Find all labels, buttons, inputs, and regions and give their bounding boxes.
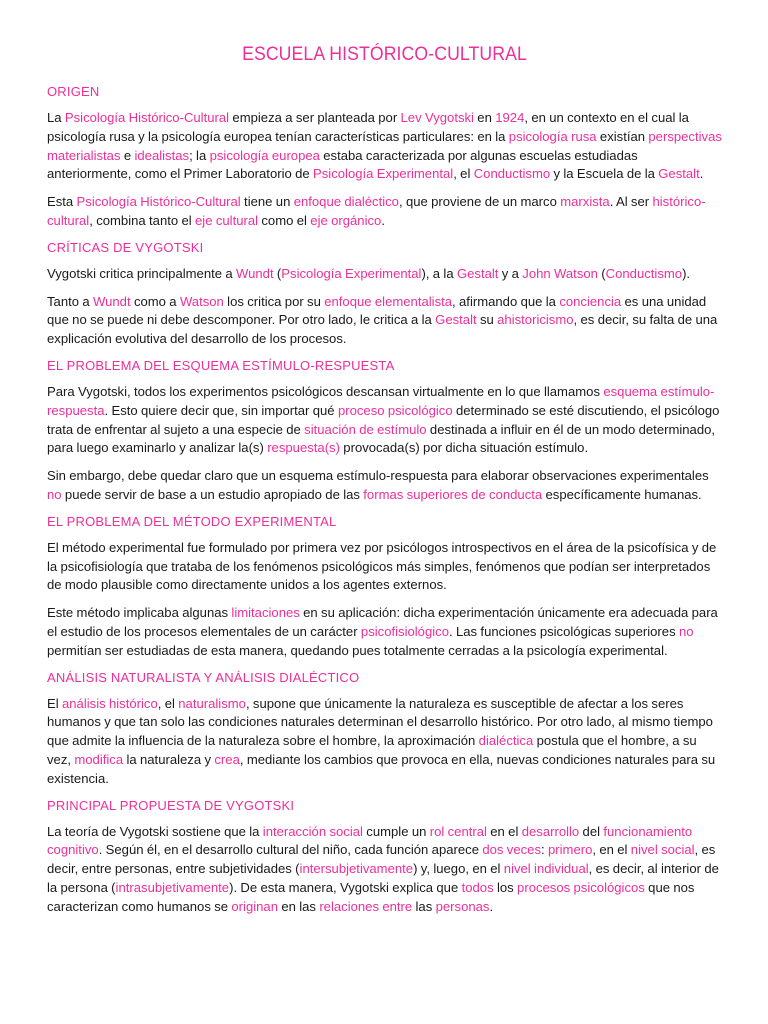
highlighted-term: psicología europea [209, 147, 320, 163]
text-run: y la Escuela de la [550, 166, 659, 182]
text-run: ) y, luego, en el [413, 861, 504, 877]
text-run: . Según él, en el desarrollo cultural del niño, cada función aparece [98, 842, 483, 858]
section-heading: ORIGEN [47, 84, 100, 99]
text-run: , es decir, al interior de la persona ( [47, 861, 719, 895]
text-run: la naturaleza y [123, 751, 215, 767]
highlighted-term: Wundt [235, 265, 274, 281]
text-run: ). [682, 265, 691, 281]
paragraph [47, 467, 722, 505]
highlighted-term: Psicología Experimental [281, 265, 422, 281]
text-run: , en el [592, 842, 631, 858]
paragraph [47, 383, 722, 458]
highlighted-term: ahistoricismo [497, 312, 574, 328]
text-run: empieza a ser planteada por [229, 110, 401, 125]
section [47, 84, 722, 231]
highlighted-term: análisis histórico [61, 695, 158, 711]
highlighted-term: intersubjetivamente [299, 861, 414, 877]
text-run: e [120, 147, 135, 163]
highlighted-term: psicofisiológico [360, 623, 449, 639]
text-run: El método experimental fue formulado por primera vez por psicólogos introspectivos en el área de la psicofísica y de la psicofisiología que trataba de los fenómenos psicológicos más simples, fenómenos que podían ser interpretados de modo plausible como directamente unidos a los agentes externos. [47, 539, 717, 593]
text-run: , combina tanto el [89, 212, 196, 228]
highlighted-term: originan [231, 898, 278, 914]
text-run: estaba caracterizada por algunas escuelas estudiadas anteriormente, como el Primer Laboratorio de [47, 147, 638, 182]
highlighted-term: dialéctica [478, 733, 534, 749]
section-heading: ANÁLISIS NATURALISTA Y ANÁLISIS DIALÉCTICO [47, 669, 360, 685]
text-run: postula que el hombre, a su vez, [47, 733, 697, 767]
text-run: permitían ser estudiadas de esta manera, quedando pues totalmente cerradas a la psicología experimental. [47, 642, 668, 658]
text-run: en su aplicación: dicha experimentación únicamente era adecuada para el estudio de los procesos elementales de un carácter [47, 605, 718, 639]
text-run: Tanto a [47, 293, 93, 309]
highlighted-term: nivel individual [503, 861, 589, 877]
paragraph [47, 109, 722, 184]
text-run: . Al ser [609, 194, 653, 210]
text-run: Vygotski critica principalmente a [47, 265, 236, 281]
highlighted-term: eje orgánico [310, 212, 382, 228]
highlighted-term: histórico-cultural [47, 194, 706, 228]
highlighted-term: proceso psicológico [337, 402, 453, 418]
text-run: ( [597, 265, 606, 281]
highlighted-term: esquema estímulo-respuesta [47, 383, 715, 418]
highlighted-term: rol central [429, 823, 487, 839]
highlighted-term: relaciones entre [319, 898, 413, 914]
section-heading: EL PROBLEMA DEL MÉTODO EXPERIMENTAL [47, 513, 337, 529]
text-run: en el [486, 823, 522, 839]
highlighted-term: Wundt [93, 293, 131, 309]
paragraph [47, 293, 722, 349]
document-body [47, 84, 722, 917]
text-run: . Esto quiere decir que, sin importar qué [104, 402, 338, 418]
paragraph [47, 193, 722, 231]
paragraph [47, 604, 722, 660]
highlighted-term: dos veces [482, 842, 541, 858]
highlighted-term: todos [461, 879, 494, 895]
text-run: provocada(s) por dicha situación estímulo. [339, 440, 589, 456]
text-run: como a [130, 293, 180, 309]
document-title: ESCUELA HISTÓRICO-CULTURAL [242, 44, 527, 65]
section [47, 240, 722, 349]
text-run: , el [453, 166, 474, 182]
paragraph [47, 823, 722, 917]
section [47, 358, 722, 505]
text-run: en [473, 110, 496, 125]
highlighted-term: formas superiores de conducta [363, 486, 543, 502]
highlighted-term: eje cultural [195, 212, 259, 228]
section [47, 514, 722, 661]
text-run: Sin embargo, debe quedar claro que un esquema estímulo-respuesta para elaborar observaciones experimentales [47, 468, 709, 484]
highlighted-term: Conductismo [605, 265, 683, 281]
highlighted-term: modifica [74, 751, 124, 767]
text-run: , el [157, 695, 179, 711]
highlighted-term: naturalismo [178, 695, 246, 711]
highlighted-term: no [678, 623, 694, 639]
highlighted-term: Psicología Histórico-Cultural [64, 110, 230, 125]
text-run: , es decir, su falta de una explicación evolutiva del desarrollo de los procesos. [47, 312, 718, 347]
text-run: La [47, 110, 65, 125]
highlighted-term: respuesta(s) [267, 440, 340, 456]
text-run: su [476, 312, 498, 328]
text-run: determinado se esté discutiendo, el psicólogo trata de enfrentar al sujeto a una especie de [47, 402, 720, 437]
text-run: destinada a influir en él de un modo determinado, para luego examinarlo y analizar la(s) [47, 421, 716, 456]
text-run: . [381, 212, 385, 228]
text-run: , supone que únicamente la naturaleza es susceptible de afectar a los seres humanos y que tan solo las condiciones naturales determinan el desarrollo histórico. Por otro lado, al mismo tiempo que admite la influencia de la naturaleza sobre el hombre, la aproximación [47, 695, 713, 749]
section-heading: CRÍTICAS DE VYGOTSKI [47, 239, 204, 255]
section-heading: PRINCIPAL PROPUESTA DE VYGOTSKI [47, 797, 295, 813]
highlighted-term: enfoque dialéctico [293, 194, 399, 210]
highlighted-term: Psicología Histórico-Cultural [76, 194, 241, 210]
highlighted-term: marxista [560, 194, 610, 210]
text-run: Este método implicaba algunas [47, 605, 232, 621]
text-run: Esta [47, 194, 77, 210]
highlighted-term: Gestalt [456, 265, 499, 281]
highlighted-term: idealistas [134, 147, 190, 163]
text-run: , mediante los cambios que provoca en ella, nuevas condiciones naturales para su existencia. [47, 751, 716, 786]
text-run: es una unidad que no se puede ni debe descomponer. Por otro lado, le critica a la [47, 293, 707, 328]
text-run: como el [258, 212, 311, 228]
text-run: : [541, 842, 548, 858]
highlighted-term: Psicología Experimental [313, 166, 454, 182]
text-run: del [579, 823, 604, 839]
highlighted-term: no [47, 486, 62, 502]
section [47, 798, 722, 917]
text-run: existían [596, 128, 649, 144]
highlighted-term: perspectivas materialistas [47, 128, 722, 163]
text-run: . [699, 166, 704, 182]
highlighted-term: Gestalt [658, 166, 700, 182]
text-run: , es decir, entre personas, entre subjetividades ( [47, 842, 716, 877]
highlighted-term: Gestalt [435, 312, 477, 328]
text-run: tiene un [240, 194, 294, 210]
text-run: y a [498, 265, 523, 281]
text-run: los critica por su [223, 293, 325, 309]
paragraph [47, 539, 722, 595]
text-run: . Las funciones psicológicas superiores [449, 623, 679, 639]
text-run: puede servir de base a un estudio apropiado de las [61, 486, 364, 502]
highlighted-term: limitaciones [231, 605, 300, 621]
text-run: en las [277, 898, 320, 914]
highlighted-term: conciencia [559, 293, 622, 309]
highlighted-term: John Watson [522, 265, 598, 281]
section-heading: EL PROBLEMA DEL ESQUEMA ESTÍMULO-RESPUESTA [47, 357, 395, 373]
highlighted-term: enfoque elementalista [324, 293, 453, 309]
text-run: ( [273, 265, 282, 281]
highlighted-term: interacción social [262, 823, 363, 839]
text-run: cumple un [362, 823, 430, 839]
text-run: El [47, 695, 62, 711]
highlighted-term: 1924 [495, 110, 525, 125]
text-run: , afirmando que la [452, 293, 560, 309]
text-run: específicamente humanas. [542, 486, 702, 502]
highlighted-term: primero [547, 842, 593, 858]
paragraph [47, 265, 722, 284]
text-run: ), a la [421, 265, 457, 281]
highlighted-term: situación de estímulo [304, 421, 427, 437]
text-run: ). De esta manera, Vygotski explica que [229, 879, 462, 895]
highlighted-term: procesos psicológicos [517, 879, 645, 895]
highlighted-term: Lev Vygotski [400, 110, 474, 125]
highlighted-term: personas [435, 898, 490, 914]
text-run: Para Vygotski, todos los experimentos psicológicos descansan virtualmente en lo que llamamos [47, 383, 604, 399]
highlighted-term: funcionamiento cognitivo [47, 823, 693, 858]
section [47, 670, 722, 789]
text-run: que nos caracterizan como humanos se [47, 879, 695, 914]
text-run: La teoría de Vygotski sostiene que la [47, 823, 263, 839]
text-run: , que proviene de un marco [398, 194, 561, 210]
text-run: ; la [189, 147, 210, 163]
highlighted-term: desarrollo [521, 823, 580, 839]
highlighted-term: Conductismo [473, 166, 551, 182]
text-run: , en un contexto en el cual la psicología rusa y la psicología europea tenían características particulares: en la [47, 110, 689, 144]
highlighted-term: psicología rusa [508, 128, 597, 144]
text-run: . [489, 898, 494, 914]
text-run: las [412, 898, 436, 914]
highlighted-term: intrasubjetivamente [115, 879, 230, 895]
highlighted-term: crea [214, 751, 240, 767]
text-run: los [493, 879, 518, 895]
highlighted-term: nivel social [630, 842, 695, 858]
highlighted-term: Watson [179, 293, 224, 309]
paragraph [47, 695, 722, 789]
